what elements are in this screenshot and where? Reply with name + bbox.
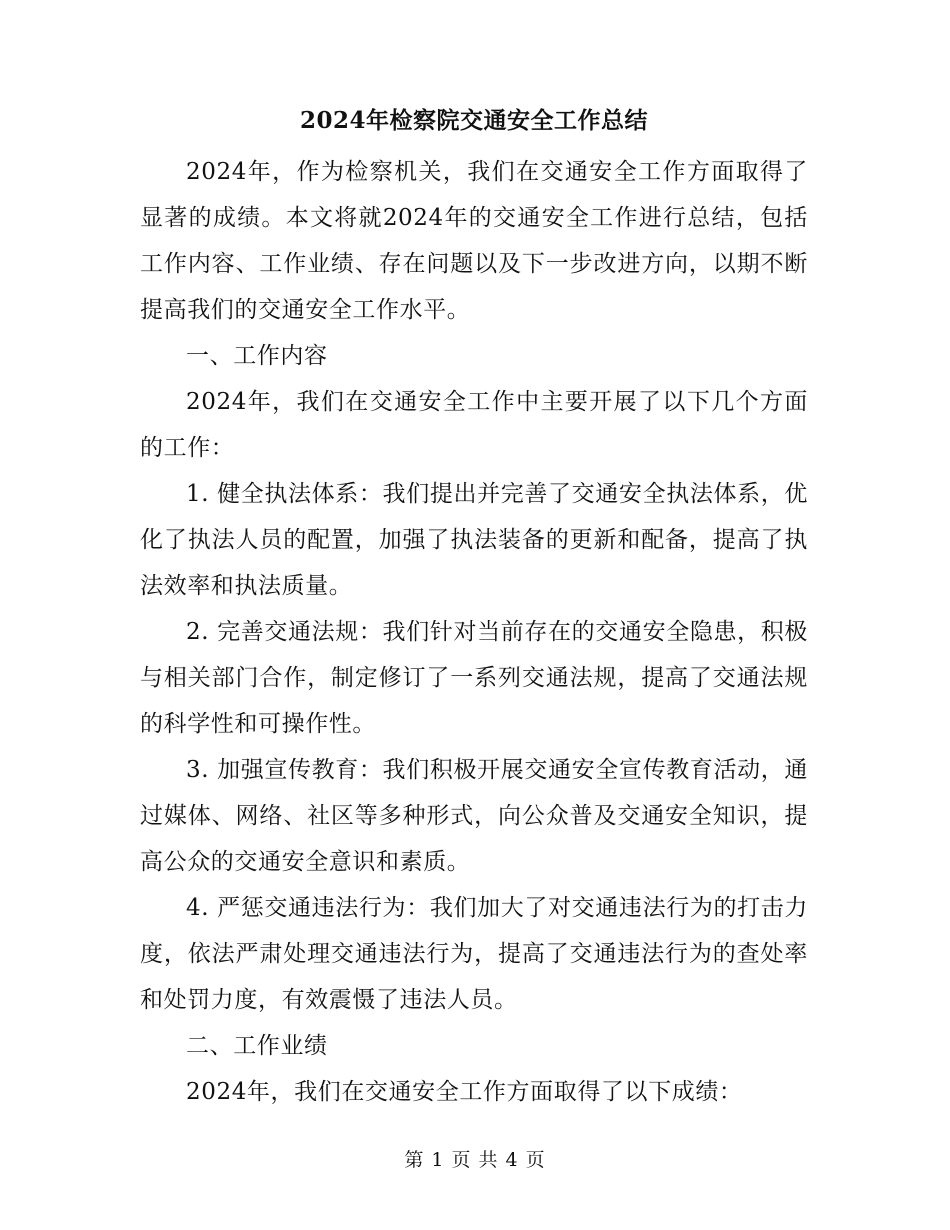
document-title: 2024年检察院交通安全工作总结 [299,107,648,134]
list-item-2: 2. 完善交通法规：我们针对当前存在的交通安全隐患，积极与相关部门合作，制定修订了一系列交通法规，提高了交通法规的科学性和可操作性。 [140,619,808,737]
paragraph-work-content-intro: 2024年，我们在交通安全工作中主要开展了以下几个方面的工作： [140,389,808,461]
document-body [140,103,808,1115]
paragraph-achievements-intro: 2024年，我们在交通安全工作方面取得了以下成绩： [186,1079,743,1105]
list-item-3: 3. 加强宣传教育：我们积极开展交通安全宣传教育活动，通过媒体、网络、社区等多种形式，向公众普及交通安全知识，提高公众的交通安全意识和素质。 [140,757,808,875]
page-number-footer: 第 1 页 共 4 页 [404,1149,546,1171]
list-item-4: 4. 严惩交通违法行为：我们加大了对交通违法行为的打击力度，依法严肃处理交通违法行为，提高了交通违法行为的查处率和处罚力度，有效震慑了违法人员。 [140,895,808,1013]
list-item-1: 1. 健全执法体系：我们提出并完善了交通安全执法体系，优化了执法人员的配置，加强了执法装备的更新和配备，提高了执法效率和执法质量。 [140,481,808,599]
section-heading-achievements: 二、工作业绩 [186,1033,328,1059]
section-heading-work-content: 一、工作内容 [186,343,328,369]
paragraph-intro: 2024年，作为检察机关，我们在交通安全工作方面取得了显著的成绩。本文将就2024年的交通安全工作进行总结，包括工作内容、工作业绩、存在问题以及下一步改进方向，以期不断提高我们的交通安全工作水平。 [140,159,808,323]
